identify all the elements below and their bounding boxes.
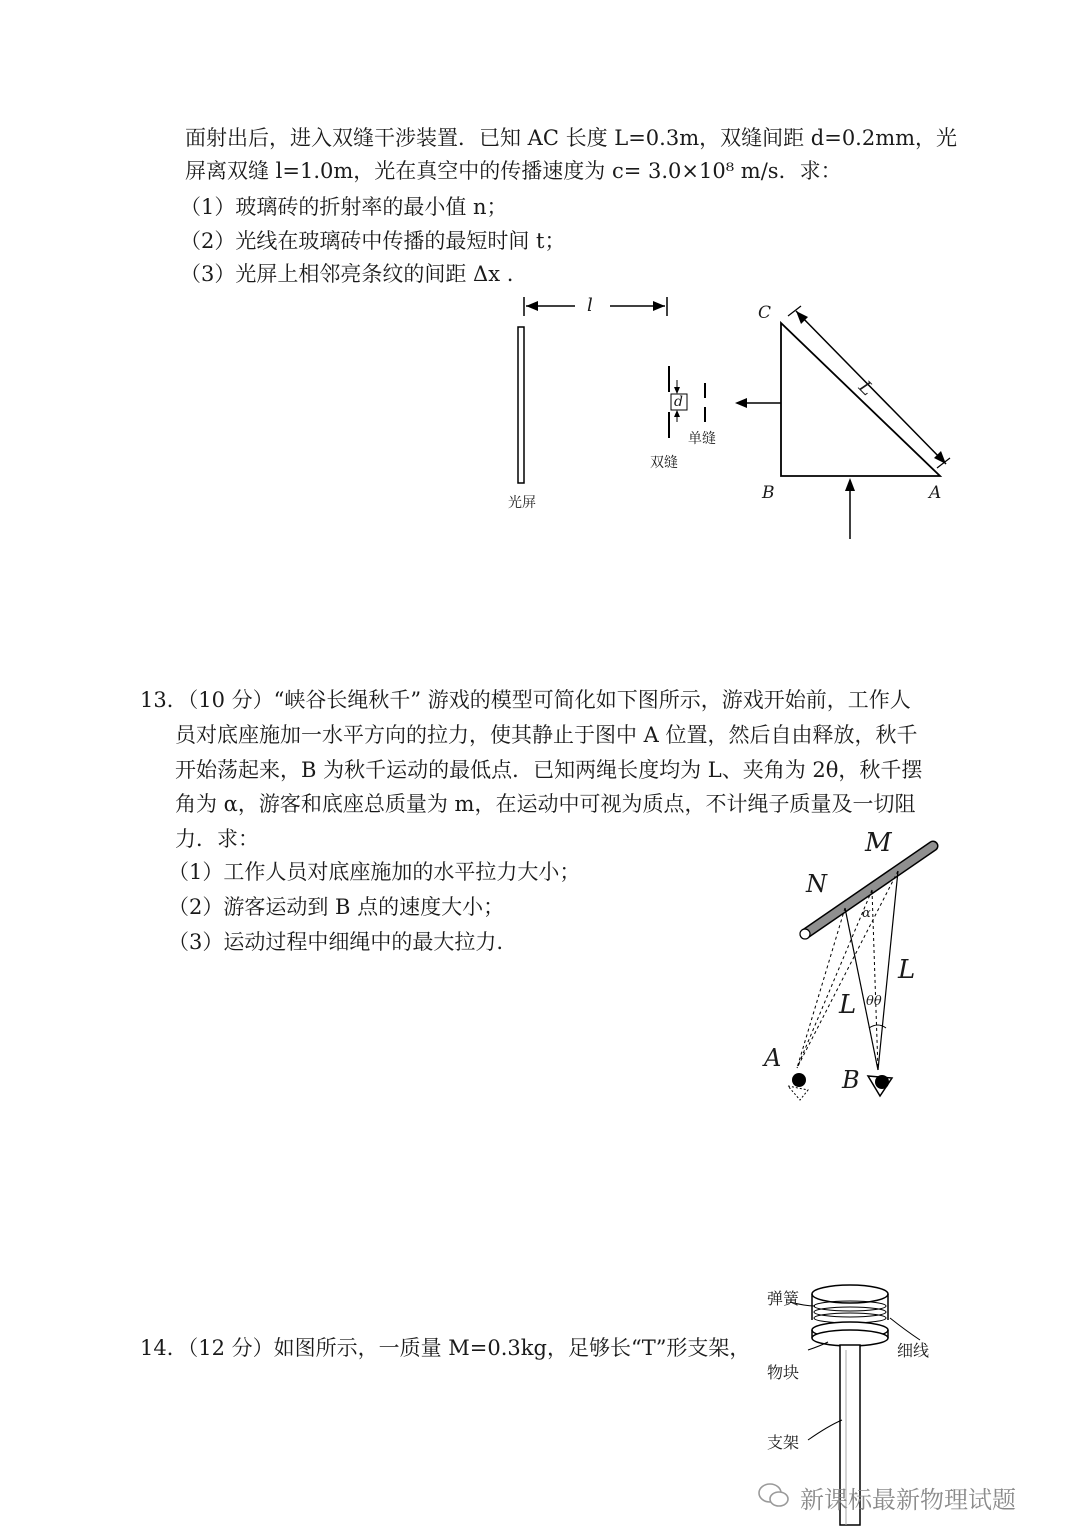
q12-label-A: A: [929, 483, 942, 503]
q13-subq-3: （3）运动过程中细绳中的最大拉力.: [168, 930, 504, 954]
q13-label-theta: θθ: [866, 994, 882, 1009]
q14-label-stand: 支架: [767, 1433, 800, 1452]
q12-subq-2: （2）光线在玻璃砖中传播的最短时间 t；: [180, 229, 566, 253]
q13-line-2: 员对底座施加一水平方向的拉力，使其静止于图中 A 位置，然后自由释放，秋千: [175, 723, 918, 747]
q13-subq-2: （2）游客运动到 B 点的速度大小；: [168, 895, 505, 919]
q14-label-thread: 细线: [897, 1341, 930, 1360]
q13-label-M: M: [865, 828, 892, 858]
q12-line-1: 面射出后，进入双缝干涉装置．已知 AC 长度 L=0.3m，双缝间距 d=0.2mm，光: [185, 126, 958, 150]
q12-label-single-slit: 单缝: [688, 431, 716, 447]
q12-subq-3: （3）光屏上相邻亮条纹的间距 Δx .: [180, 262, 514, 286]
q14-label-spring: 弹簧: [767, 1289, 800, 1308]
q13-subq-1: （1）工作人员对底座施加的水平拉力大小；: [168, 860, 581, 884]
wechat-icon: [758, 1482, 790, 1510]
q13-label-L-right: L: [898, 955, 916, 985]
q13-line-1: 13．（10 分）“峡谷长绳秋千” 游戏的模型可简化如下图所示，游戏开始前，工作人: [140, 688, 911, 712]
q13-line-3: 开始荡起来，B 为秋千运动的最低点．已知两绳长度均为 L、夹角为 2θ，秋千摆: [175, 758, 923, 782]
q12-label-C: C: [758, 303, 772, 323]
q14-label-block: 物块: [767, 1363, 800, 1382]
q13-label-alpha: α: [862, 906, 871, 921]
q12-line-2: 屏离双缝 l=1.0m，光在真空中的传播速度为 c= 3.0×10⁸ m/s．求：: [185, 159, 842, 183]
q12-label-L: L: [854, 376, 878, 401]
q12-label-l: l: [587, 295, 593, 316]
q12-label-screen: 光屏: [508, 495, 536, 511]
q13-line-5: 力．求：: [175, 827, 259, 851]
q13-label-A: A: [764, 1044, 782, 1072]
watermark: 新课标最新物理试题: [800, 1486, 1016, 1514]
q13-label-N: N: [806, 870, 827, 898]
q13-label-B: B: [842, 1066, 860, 1094]
q13-label-L-left: L: [839, 990, 857, 1020]
q12-label-d: d: [674, 394, 683, 410]
q12-label-double-slit: 双缝: [650, 455, 678, 471]
q14-line-1: 14．（12 分）如图所示，一质量 M=0.3kg，足够长“T”形支架，: [140, 1336, 751, 1360]
q13-line-4: 角为 α，游客和底座总质量为 m，在运动中可视为质点，不计绳子质量及一切阻: [175, 792, 916, 816]
q12-subq-1: （1）玻璃砖的折射率的最小值 n；: [180, 195, 508, 219]
q12-label-B: B: [762, 483, 775, 503]
